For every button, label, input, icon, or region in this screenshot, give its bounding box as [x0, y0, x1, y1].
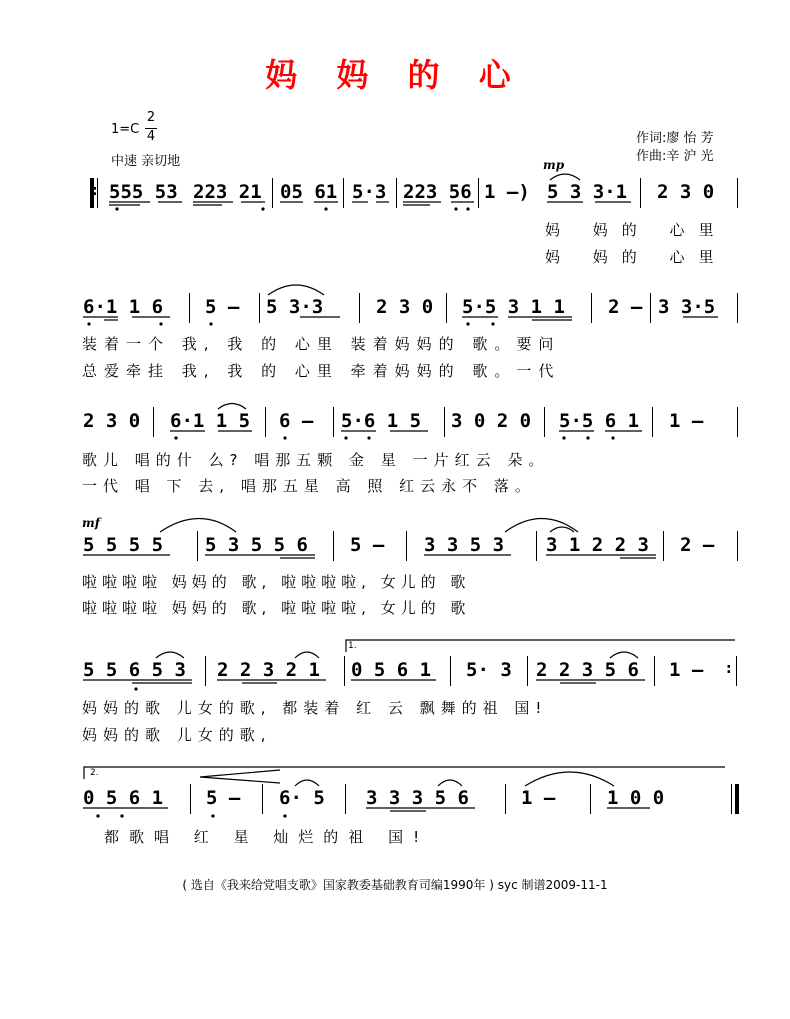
lyrics-row4-verse1: 啦啦啦啦 妈妈的 歌, 啦啦啦啦, 女儿的 歌 [82, 573, 471, 591]
composer-credit: 作曲:辛 沪 光 [636, 149, 714, 164]
measure-18: 6 – [279, 410, 314, 432]
measure-5: 223 56 [403, 181, 472, 203]
measure-9: 6·1 1 6 [83, 296, 164, 318]
measure-20: 3 0 2 0 [451, 410, 532, 432]
measure-22: 1 – [669, 410, 704, 432]
measure-35: 0 5 6 1 [83, 787, 164, 809]
repeat-dots: : [92, 183, 98, 199]
tempo-marking: 中速 亲切地 [111, 154, 181, 169]
measure-12: 2 3 0 [376, 296, 434, 318]
lyrics-row5-verse1: 妈妈的歌 儿女的歌, 都装着 红 云 飘舞的祖 国! [82, 699, 548, 717]
time-signature-bottom: 4 [146, 129, 156, 144]
measure-37: 6· 5 [279, 787, 325, 809]
dynamic-mf: mf [82, 516, 100, 530]
measure-8: 2 3 0 [657, 181, 715, 203]
lyricist-credit: 作词:廖 怡 芳 [636, 131, 714, 146]
time-signature-top: 2 [146, 110, 156, 125]
measure-31: 0 5 6 1 [351, 659, 432, 681]
measure-4: 5·3 [352, 181, 387, 203]
measure-36: 5 – [206, 787, 241, 809]
measure-19: 5·6 1 5 [341, 410, 422, 432]
lyrics-row3-verse2: 一代 唱 下 去, 唱那五星 高 照 红云永不 落。 [82, 477, 536, 495]
page-title: 妈 妈 的 心 [265, 56, 525, 94]
measure-30: 2 2 3 2 1 [217, 659, 320, 681]
measure-26: 3 3 5 3 [424, 534, 505, 556]
source-footer: ( 选自《我来给党唱支歌》国家教委基础教育司编1990年 ) syc 制谱2009-11-1 [182, 878, 608, 892]
measure-17: 6·1 1 5 [170, 410, 251, 432]
dynamic-mp: mp [543, 158, 565, 172]
measure-23: 5 5 5 5 [83, 534, 164, 556]
measure-7: 5 3 3·1 [547, 181, 628, 203]
measure-38: 3 3 3 5 6 [366, 787, 469, 809]
lyrics-row2-verse2: 总爱牵挂 我, 我 的 心里 牵着妈妈的 歌。一代 [82, 362, 561, 380]
measure-21: 5·5 6 1 [559, 410, 640, 432]
lyrics-row4-verse2: 啦啦啦啦 妈妈的 歌, 啦啦啦啦, 女儿的 歌 [82, 599, 471, 617]
measure-39: 1 – [521, 787, 556, 809]
measure-16: 2 3 0 [83, 410, 141, 432]
measure-29: 5 5 6 5 3 [83, 659, 186, 681]
volta-2-label: 2. [90, 768, 99, 778]
key-signature: 1=C [111, 122, 140, 137]
measure-27: 3 1 2 2 3 [546, 534, 649, 556]
measure-10: 5 – [205, 296, 240, 318]
lyrics-row1-verse1: 妈 妈的 心里 [545, 221, 728, 239]
measure-6: 1 –) [484, 181, 530, 203]
measure-3: 05 61 [280, 181, 338, 203]
lyrics-row5-verse2: 妈妈的歌 儿女的歌, [82, 726, 272, 744]
measure-40: 1 0 0 [607, 787, 665, 809]
measure-2: 223 21 [193, 181, 262, 203]
measure-32: 5· 3 [466, 659, 512, 681]
measure-25: 5 – [350, 534, 385, 556]
lyrics-row3-verse1: 歌儿 唱的什 么? 唱那五颗 金 星 一片红云 朵。 [82, 451, 550, 469]
measure-28: 2 – [680, 534, 715, 556]
volta-1-label: 1. [348, 641, 357, 651]
measure-34: 1 – [669, 659, 704, 681]
measure-33: 2 2 3 5 6 [536, 659, 639, 681]
lyrics-row6-verse1: 都歌唱 红 星 灿烂的祖 国! [104, 828, 430, 846]
measure-15: 3 3·5 [658, 296, 716, 318]
repeat-end-dots: : [726, 661, 732, 677]
lyrics-row2-verse1: 装着一个 我, 我 的 心里 装着妈妈的 歌。要问 [82, 335, 561, 353]
measure-24: 5 3 5 5 6 [205, 534, 308, 556]
measure-1: 555 53 [109, 181, 178, 203]
measure-11: 5 3·3 [266, 296, 324, 318]
measure-14: 2 – [608, 296, 643, 318]
lyrics-row1-verse2: 妈 妈的 心里 [545, 248, 728, 266]
measure-13: 5·5 3 1 1 [462, 296, 565, 318]
